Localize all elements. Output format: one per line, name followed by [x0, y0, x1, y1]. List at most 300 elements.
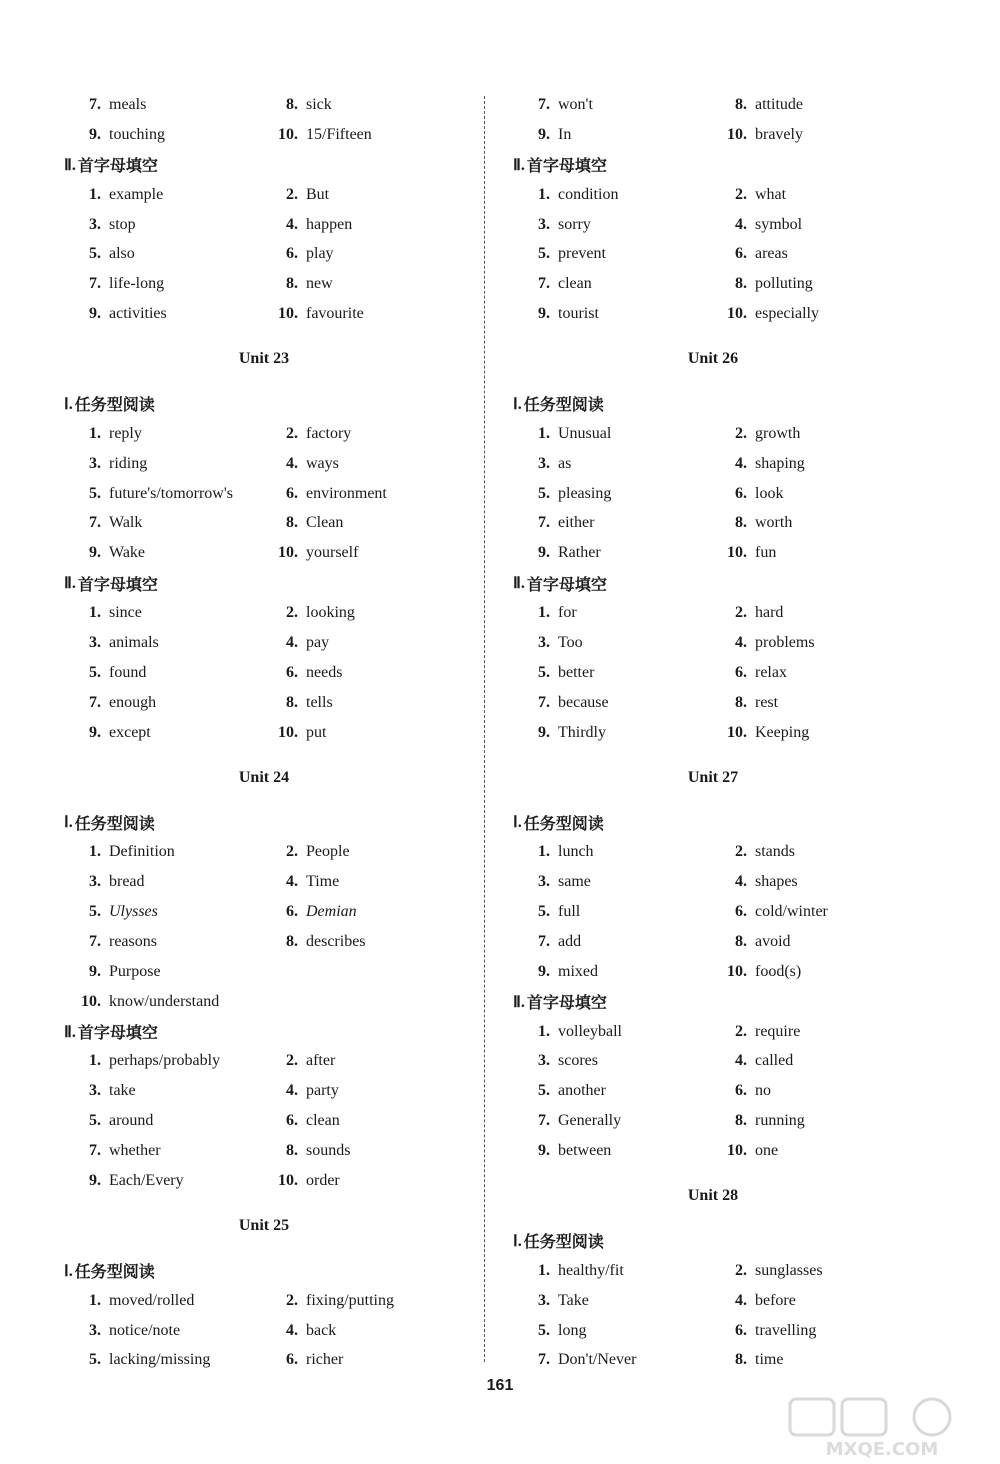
answer-row — [64, 867, 484, 897]
answer-number: 2. — [286, 1291, 298, 1309]
answer-text: same — [558, 873, 591, 891]
answer-item — [64, 1112, 261, 1130]
answer-text: future's/tomorrow's — [109, 484, 233, 502]
answer-row — [64, 628, 484, 658]
answer-text: People — [306, 843, 350, 861]
answer-text: reply — [109, 424, 142, 442]
answer-text: another — [558, 1082, 606, 1100]
answer-row — [513, 1136, 933, 1166]
answer-row — [513, 449, 933, 479]
answer-item — [261, 216, 352, 234]
answer-item — [710, 1322, 816, 1340]
answer-item — [710, 1052, 793, 1070]
answer-item — [64, 245, 261, 263]
answer-number: 5. — [89, 484, 101, 502]
section-heading — [513, 389, 933, 419]
answer-row — [64, 419, 484, 449]
answer-text: relax — [755, 663, 787, 681]
answer-text: take — [109, 1082, 136, 1100]
answer-item — [64, 903, 261, 921]
answer-item — [710, 843, 795, 861]
answer-number: 7. — [89, 932, 101, 950]
answer-text: richer — [306, 1351, 344, 1369]
answer-row — [513, 90, 933, 120]
answer-row — [64, 718, 484, 748]
answer-number: 2. — [735, 424, 747, 442]
answer-item — [513, 1052, 710, 1070]
answer-text: needs — [306, 663, 343, 681]
answer-number: 8. — [286, 95, 298, 113]
answer-item — [710, 664, 787, 682]
answer-item — [710, 634, 815, 652]
answer-item — [261, 425, 351, 443]
answer-row — [64, 120, 484, 150]
answer-text: polluting — [755, 275, 813, 293]
answer-item — [261, 903, 357, 921]
answer-row — [513, 1345, 933, 1375]
answer-number: 3. — [538, 873, 550, 891]
answer-text: travelling — [755, 1321, 817, 1339]
answer-item — [64, 544, 261, 562]
answer-item — [261, 245, 334, 263]
answer-item — [513, 963, 710, 981]
answer-item — [710, 1351, 783, 1369]
answer-item — [710, 604, 783, 622]
answer-item — [261, 694, 333, 712]
answer-item — [64, 455, 261, 473]
answer-item — [513, 126, 710, 144]
unit-heading: Unit 24 — [238, 768, 290, 786]
answer-row — [513, 120, 933, 150]
answer-number: 7. — [538, 932, 550, 950]
answer-text: food(s) — [755, 962, 802, 980]
answer-text: describes — [306, 932, 366, 950]
answer-item — [513, 724, 710, 742]
answer-row — [64, 479, 484, 509]
section-heading — [64, 389, 484, 419]
answer-text: add — [558, 932, 582, 950]
answer-item — [513, 305, 710, 323]
answer-number: 9. — [89, 723, 101, 741]
answer-row — [64, 180, 484, 210]
answer-number: 7. — [538, 95, 550, 113]
answer-number: 10. — [278, 305, 298, 323]
answer-item — [64, 604, 261, 622]
answer-text: Keeping — [755, 723, 810, 741]
answer-item — [64, 993, 261, 1011]
answer-number: 7. — [538, 1112, 550, 1130]
answer-item — [261, 275, 333, 293]
answer-item — [64, 724, 261, 742]
answer-number: 7. — [538, 514, 550, 532]
answer-text: what — [755, 185, 787, 203]
answer-number: 6. — [735, 1082, 747, 1100]
answer-item — [513, 604, 710, 622]
answer-row — [64, 239, 484, 269]
answer-number: 4. — [286, 1082, 298, 1100]
answer-number: 7. — [89, 275, 101, 293]
answer-number: 10. — [727, 723, 747, 741]
answer-number: 8. — [286, 275, 298, 293]
answer-number: 5. — [89, 1351, 101, 1369]
answer-item — [64, 664, 261, 682]
section-roman-numeral: Ⅱ. — [513, 156, 525, 174]
answer-text: meals — [109, 95, 147, 113]
answer-text: enough — [109, 693, 157, 711]
answer-number: 1. — [89, 1052, 101, 1070]
answer-text: Time — [306, 873, 340, 891]
answer-row — [64, 449, 484, 479]
answer-number: 6. — [286, 903, 298, 921]
answer-item — [64, 1142, 261, 1160]
section-title: 任务型阅读 — [74, 813, 155, 833]
answer-text: Generally — [558, 1112, 622, 1130]
right-answer-column — [513, 90, 933, 1375]
answer-text: problems — [755, 633, 815, 651]
answer-text: But — [306, 185, 330, 203]
answer-item — [710, 1292, 796, 1310]
answer-text: animals — [109, 633, 159, 651]
section-heading — [513, 1226, 933, 1256]
answer-item — [64, 514, 261, 532]
answer-item — [64, 126, 261, 144]
answer-text: perhaps/probably — [109, 1052, 221, 1070]
answer-item — [513, 903, 710, 921]
answer-item — [64, 216, 261, 234]
answer-number: 1. — [538, 1022, 550, 1040]
answer-item — [261, 186, 329, 204]
answer-row — [64, 927, 484, 957]
answer-text: between — [558, 1142, 612, 1160]
answer-text: fixing/putting — [306, 1291, 394, 1309]
answer-item — [261, 843, 350, 861]
answer-row — [64, 210, 484, 240]
answer-number: 3. — [89, 1321, 101, 1339]
answer-item — [513, 425, 710, 443]
answer-text: Unusual — [558, 424, 612, 442]
answer-text: clean — [306, 1112, 340, 1130]
answer-text: stop — [109, 215, 136, 233]
answer-text: found — [109, 663, 147, 681]
answer-number: 2. — [286, 604, 298, 622]
answer-number: 2. — [286, 843, 298, 861]
answer-text: before — [755, 1291, 796, 1309]
answer-text: clean — [558, 275, 592, 293]
answer-text: hard — [755, 604, 784, 622]
answer-number: 10. — [278, 1172, 298, 1190]
answer-number: 3. — [89, 454, 101, 472]
section-heading — [64, 150, 484, 180]
answer-number: 7. — [89, 1142, 101, 1160]
answer-text: condition — [558, 185, 619, 203]
section-roman-numeral: Ⅰ. — [64, 395, 73, 413]
answer-item — [513, 514, 710, 532]
answer-text: Too — [558, 633, 583, 651]
answer-text: areas — [755, 245, 788, 263]
answer-item — [513, 1292, 710, 1310]
answer-number: 1. — [89, 604, 101, 622]
answer-number: 4. — [286, 633, 298, 651]
answer-item — [64, 186, 261, 204]
answer-item — [710, 903, 828, 921]
answer-number: 10. — [278, 125, 298, 143]
answer-text: pay — [306, 633, 330, 651]
answer-number: 6. — [735, 245, 747, 263]
answer-row — [64, 1345, 484, 1375]
answer-text: long — [558, 1321, 587, 1339]
watermark-text: MXQE.COM — [825, 1439, 939, 1460]
answer-item — [513, 1112, 710, 1130]
answer-item — [261, 1292, 394, 1310]
answer-number: 7. — [89, 514, 101, 532]
answer-item — [64, 1322, 261, 1340]
answer-item — [261, 1351, 343, 1369]
answer-row — [64, 508, 484, 538]
answer-text: Ulysses — [109, 903, 158, 921]
answer-number: 1. — [538, 185, 550, 203]
answer-text: yourself — [306, 544, 359, 562]
answer-item — [64, 873, 261, 891]
answer-number: 1. — [89, 843, 101, 861]
answer-item — [710, 1082, 771, 1100]
answer-item — [513, 933, 710, 951]
answer-item — [64, 305, 261, 323]
answer-number: 8. — [735, 275, 747, 293]
answer-item — [710, 425, 800, 443]
answer-text: order — [306, 1172, 340, 1190]
answer-item — [64, 96, 261, 114]
answer-text: running — [755, 1112, 805, 1130]
answer-item — [64, 843, 261, 861]
answer-row — [513, 927, 933, 957]
answer-number: 10. — [727, 125, 747, 143]
section-roman-numeral: Ⅱ. — [64, 1023, 76, 1041]
answer-text: tells — [306, 693, 333, 711]
answer-row — [513, 837, 933, 867]
answer-item — [261, 1052, 335, 1070]
answer-item — [513, 634, 710, 652]
answer-item — [261, 96, 332, 114]
answer-text: sounds — [306, 1142, 351, 1160]
answer-text: sick — [306, 95, 332, 113]
answer-item — [710, 126, 803, 144]
section-heading — [64, 1017, 484, 1047]
answer-number: 4. — [286, 873, 298, 891]
answer-text: moved/rolled — [109, 1291, 195, 1309]
answer-text: one — [755, 1142, 779, 1160]
answer-text: touching — [109, 125, 165, 143]
answer-text: symbol — [755, 215, 803, 233]
section-roman-numeral: Ⅰ. — [513, 814, 522, 832]
answer-item — [513, 96, 710, 114]
answer-item — [64, 1052, 261, 1070]
answer-item — [261, 1082, 339, 1100]
answer-row — [513, 538, 933, 568]
answer-text: activities — [109, 305, 167, 323]
answer-row — [64, 1076, 484, 1106]
answer-text: whether — [109, 1142, 161, 1160]
answer-row — [513, 1076, 933, 1106]
answer-item — [710, 514, 792, 532]
answer-text: Don't/Never — [558, 1351, 637, 1369]
answer-number: 10. — [278, 723, 298, 741]
answer-number: 4. — [735, 215, 747, 233]
answer-text: as — [558, 454, 572, 472]
answer-text: factory — [306, 424, 352, 442]
answer-text: for — [558, 604, 577, 622]
answer-item — [710, 724, 809, 742]
answer-text: shapes — [755, 873, 798, 891]
answer-number: 3. — [89, 1082, 101, 1100]
answer-row — [513, 718, 933, 748]
answer-number: 4. — [286, 215, 298, 233]
unit-heading: Unit 26 — [687, 350, 739, 368]
answer-item — [64, 933, 261, 951]
answer-text: sorry — [558, 215, 591, 233]
answer-row — [64, 897, 484, 927]
answer-item — [64, 425, 261, 443]
answer-number: 2. — [286, 185, 298, 203]
answer-number: 1. — [538, 604, 550, 622]
answer-item — [261, 305, 364, 323]
answer-item — [261, 544, 358, 562]
answer-row — [64, 987, 484, 1017]
answer-item — [513, 455, 710, 473]
answer-item — [710, 694, 778, 712]
answer-text: either — [558, 514, 595, 532]
answer-number: 2. — [735, 1022, 747, 1040]
answer-number: 6. — [286, 1351, 298, 1369]
answer-row — [513, 1047, 933, 1077]
answer-row — [513, 867, 933, 897]
answer-item — [513, 873, 710, 891]
answer-item — [513, 1351, 710, 1369]
answer-row — [64, 269, 484, 299]
answer-item — [513, 664, 710, 682]
answer-text: shaping — [755, 454, 805, 472]
answer-row — [513, 598, 933, 628]
answer-row — [513, 1316, 933, 1346]
answer-row — [64, 538, 484, 568]
answer-item — [513, 1023, 710, 1041]
answer-row — [513, 658, 933, 688]
answer-text: scores — [558, 1052, 598, 1070]
section-roman-numeral: Ⅱ. — [64, 156, 76, 174]
answer-number: 10. — [727, 1142, 747, 1160]
answer-text: bread — [109, 873, 145, 891]
answer-text: riding — [109, 454, 148, 472]
answer-number: 8. — [735, 932, 747, 950]
answer-text: new — [306, 275, 333, 293]
answer-text: because — [558, 693, 609, 711]
watermark-logo-icon — [782, 1395, 982, 1461]
answer-number: 1. — [89, 424, 101, 442]
answer-text: 15/Fifteen — [306, 125, 372, 143]
answer-item — [261, 1172, 340, 1190]
answer-number: 2. — [286, 424, 298, 442]
answer-text: called — [755, 1052, 794, 1070]
answer-row — [513, 897, 933, 927]
answer-row — [64, 1047, 484, 1077]
answer-number: 9. — [538, 723, 550, 741]
answer-text: around — [109, 1112, 154, 1130]
column-divider — [484, 96, 485, 1362]
answer-text: pleasing — [558, 484, 612, 502]
answer-text: full — [558, 903, 581, 921]
answer-number: 1. — [89, 185, 101, 203]
answer-text: won't — [558, 95, 593, 113]
answer-item — [513, 694, 710, 712]
answer-number: 6. — [735, 1321, 747, 1339]
answer-item — [710, 96, 803, 114]
answer-text: Each/Every — [109, 1172, 184, 1190]
answer-row — [513, 1106, 933, 1136]
unit-heading: Unit 27 — [687, 768, 739, 786]
answer-item — [710, 1142, 778, 1160]
answer-number: 2. — [735, 843, 747, 861]
answer-item — [261, 1112, 340, 1130]
answer-number: 5. — [89, 245, 101, 263]
answer-text: worth — [755, 514, 793, 532]
answer-number: 9. — [89, 125, 101, 143]
section-title: 任务型阅读 — [74, 1262, 155, 1282]
answer-number: 3. — [89, 873, 101, 891]
answer-text: also — [109, 245, 135, 263]
section-title: 任务型阅读 — [523, 395, 604, 415]
answer-number: 8. — [286, 932, 298, 950]
answer-number: 8. — [735, 693, 747, 711]
section-heading — [64, 807, 484, 837]
answer-text: volleyball — [558, 1022, 622, 1040]
unit-heading: Unit 23 — [238, 350, 290, 368]
answer-number: 5. — [89, 1112, 101, 1130]
answer-text: healthy/fit — [558, 1261, 624, 1279]
answer-item — [261, 514, 343, 532]
answer-number: 7. — [538, 693, 550, 711]
answer-number: 8. — [735, 1351, 747, 1369]
answer-number: 9. — [538, 544, 550, 562]
answer-number: 1. — [538, 1261, 550, 1279]
answer-row — [64, 1316, 484, 1346]
answer-item — [710, 216, 802, 234]
answer-number: 6. — [286, 1112, 298, 1130]
answer-number: 5. — [538, 903, 550, 921]
answer-item — [64, 275, 261, 293]
section-title: 首字母填空 — [526, 993, 607, 1013]
answer-item — [710, 1262, 823, 1280]
answer-item — [710, 1023, 800, 1041]
section-title: 任务型阅读 — [523, 813, 604, 833]
answer-item — [513, 275, 710, 293]
answer-text: Rather — [558, 544, 601, 562]
answer-number: 3. — [538, 1291, 550, 1309]
answer-row — [64, 957, 484, 987]
section-heading — [513, 807, 933, 837]
answer-text: avoid — [755, 932, 791, 950]
answer-number: 9. — [89, 305, 101, 323]
answer-text: bravely — [755, 125, 803, 143]
answer-number: 1. — [89, 1291, 101, 1309]
answer-text: Thirdly — [558, 723, 606, 741]
answer-number: 10. — [727, 305, 747, 323]
answer-number: 6. — [286, 484, 298, 502]
answer-number: 10. — [278, 544, 298, 562]
answer-number: 10. — [81, 992, 101, 1010]
answer-number: 1. — [538, 843, 550, 861]
answer-number: 4. — [735, 873, 747, 891]
answer-number: 2. — [735, 185, 747, 203]
answer-text: lunch — [558, 843, 594, 861]
